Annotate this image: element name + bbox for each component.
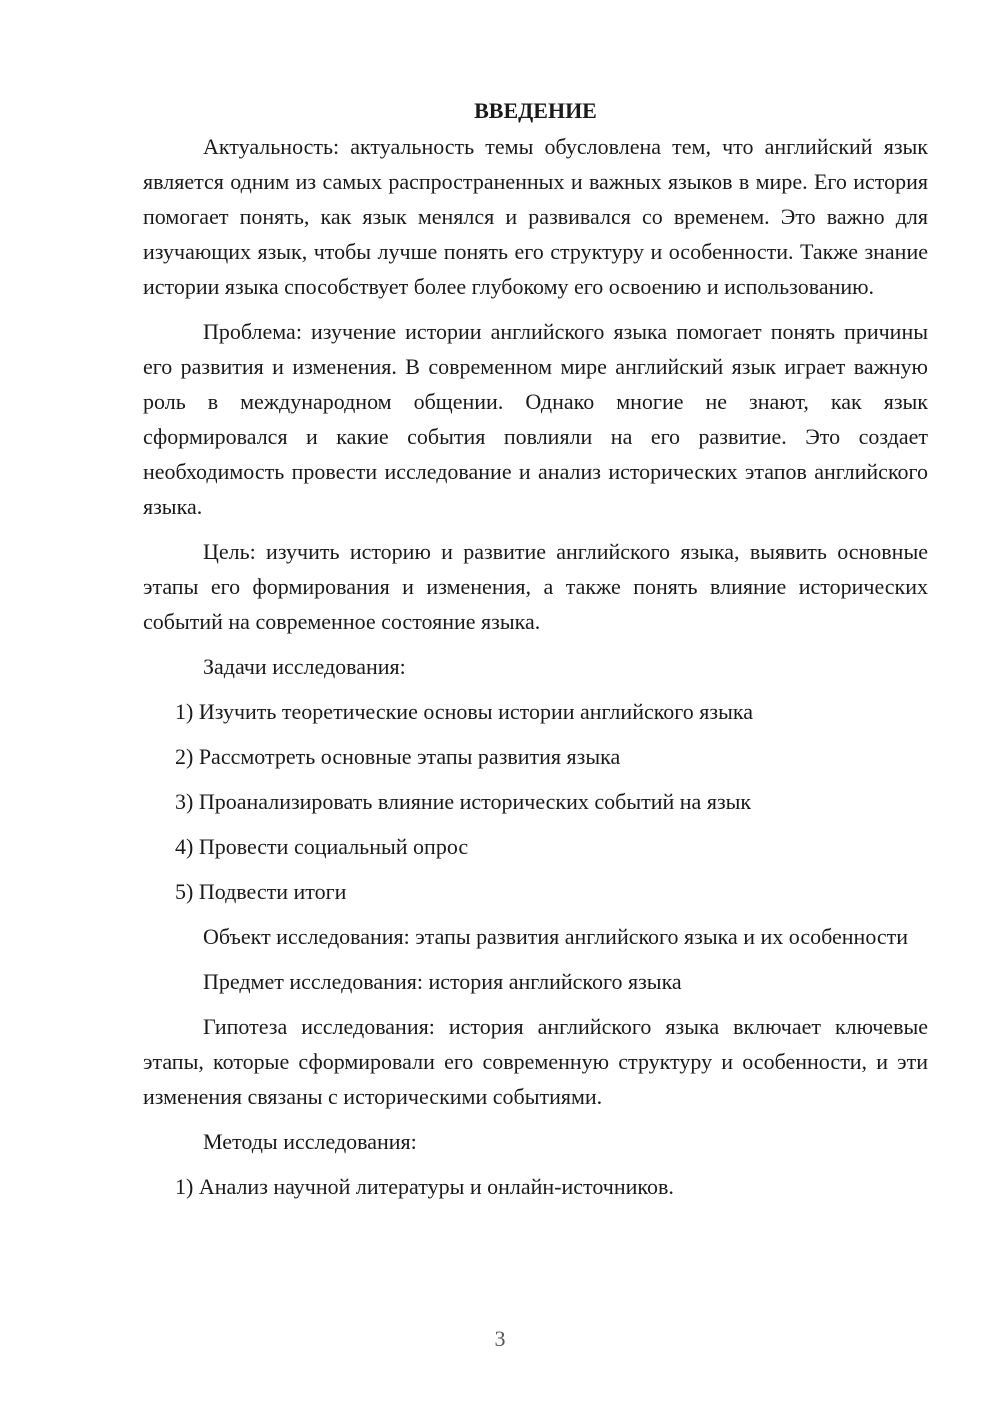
document-page <box>143 93 928 1214</box>
list-item: 5) Подвести итоги <box>175 879 347 904</box>
list-item: 1) Изучить теоретические основы истории английского языка <box>175 699 753 724</box>
section-title: ВВЕДЕНИЕ <box>474 98 597 123</box>
methods-list <box>143 1169 928 1204</box>
list-item: 4) Провести социальный опрос <box>175 834 469 859</box>
tasks-heading: Задачи исследования: <box>203 654 406 679</box>
methods-heading: Методы исследования: <box>203 1129 417 1154</box>
relevance-paragraph: Актуальность: актуальность темы обусловлена тем, что английский язык является одним из самых распространенных и важных языков в мире. Его история помогает понять, как язык менялся и развивался со временем. Это важно для изучающих язык, чтобы лучше понять его структуру и особенности. Также знание истории языка способствует более глубокому его освоению и использованию. <box>143 134 928 299</box>
list-item: 1) Анализ научной литературы и онлайн-источников. <box>175 1174 674 1199</box>
tasks-list <box>143 694 928 909</box>
goal-paragraph: Цель: изучить историю и развитие английского языка, выявить основные этапы его формирования и изменения, а также понять влияние исторических событий на современное состояние языка. <box>143 539 928 634</box>
list-item: 3) Проанализировать влияние исторических событий на язык <box>175 789 752 814</box>
problem-paragraph: Проблема: изучение истории английского языка помогает понять причины его развития и изменения. В современном мире английский язык играет важную роль в международном общении. Однако многие не знают, как язык сформировался и какие события повлияли на его развитие. Это создает необходимость провести исследование и анализ исторических этапов английского языка. <box>143 319 928 519</box>
object-paragraph: Объект исследования: этапы развития английского языка и их особенности <box>203 924 909 949</box>
page-number: 3 <box>494 1326 506 1351</box>
list-item: 2) Рассмотреть основные этапы развития языка <box>175 744 621 769</box>
subject-paragraph: Предмет исследования: история английского языка <box>203 969 682 994</box>
hypothesis-paragraph: Гипотеза исследования: история английского языка включает ключевые этапы, которые сформировали его современную структуру и особенности, и эти изменения связаны с историческими событиями. <box>143 1014 928 1109</box>
